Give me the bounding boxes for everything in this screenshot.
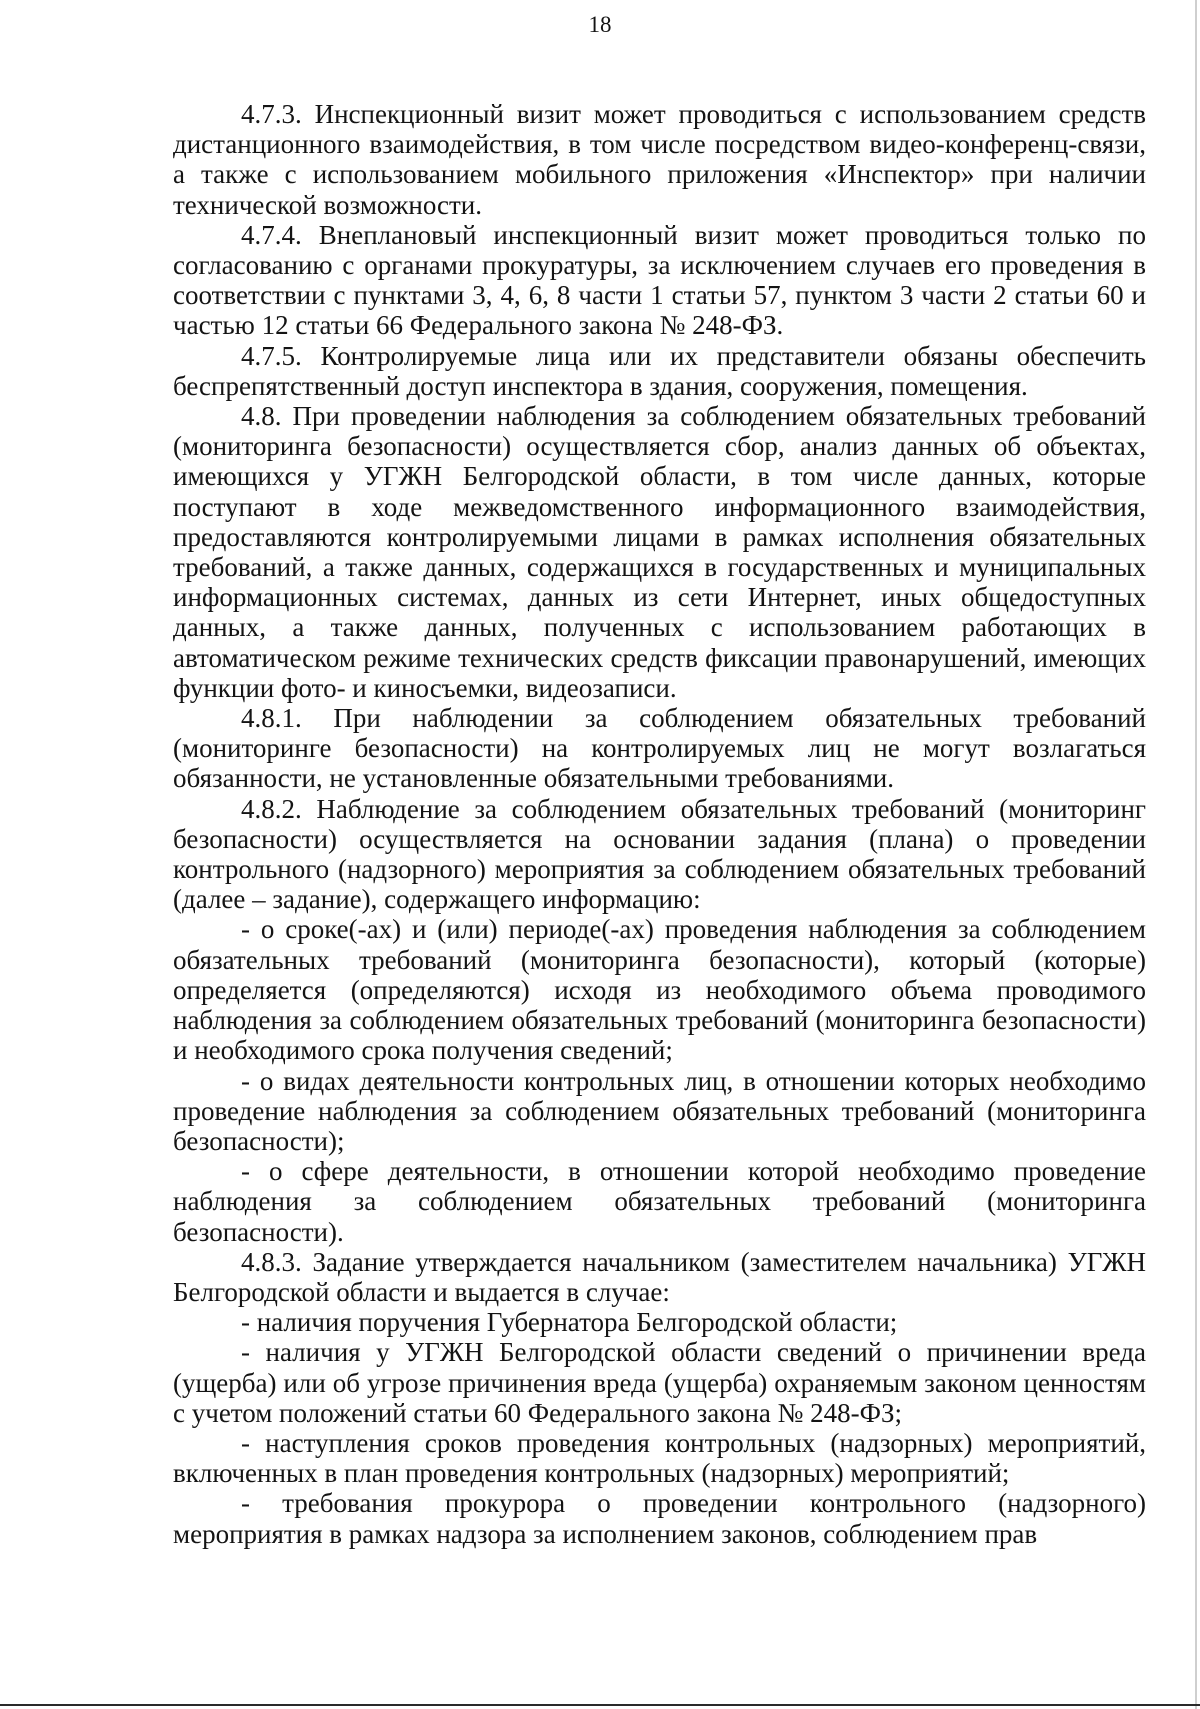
document-body [173, 99, 1146, 1549]
scan-right-edge [1195, 0, 1197, 1709]
paragraph-4-8: 4.8. При проведении наблюдения за соблюдением обязательных требований (мониторинга безопасности) осуществляется сбор, анализ данных об объектах, имеющихся у УГЖН Белгородской области, в том числе данных, которые поступают в ходе межведомственного информационного взаимодействия, предоставляются контролируемыми лицами в рамках исполнения обязательных требований, а также данных, содержащихся в государственных и муниципальных информационных системах, данных из сети Интернет, иных общедоступных данных, а также данных, полученных с использованием работающих в автоматическом режиме технических средств фиксации правонарушений, имеющих функции фото- и киносъемки, видеозаписи. [173, 401, 1146, 703]
paragraph-4-8-1: 4.8.1. При наблюдении за соблюдением обязательных требований (мониторинге безопасности) на контролируемых лиц не могут возлагаться обязанности, не установленные обязательными требованиями. [173, 703, 1146, 794]
list-item-term: - о сроке(-ах) и (или) периоде(-ах) проведения наблюдения за соблюдением обязательных требований (мониторинга безопасности), который (которые) определяется (определяются) исходя из необходимого объема проводимого наблюдения за соблюдением обязательных требований (мониторинга безопасности) и необходимого срока получения сведений; [173, 914, 1146, 1066]
list-item-activity-sphere: - о сфере деятельности, в отношении которой необходимо проведение наблюдения за соблюдением обязательных требований (мониторинга безопасности). [173, 1156, 1146, 1247]
list-item-harm-information: - наличия у УГЖН Белгородской области сведений о причинении вреда (ущерба) или об угрозе причинения вреда (ущерба) охраняемым законом ценностям с учетом положений статьи 60 Федерального закона № 248-ФЗ; [173, 1337, 1146, 1428]
scan-bottom-edge [0, 1704, 1200, 1706]
paragraph-4-7-3: 4.7.3. Инспекционный визит может проводиться с использованием средств дистанционного взаимодействия, в том числе посредством видео-конференц-связи, а также с использованием мобильного приложения «Инспектор» при наличии технической возможности. [173, 99, 1146, 220]
page-number: 18 [588, 12, 612, 37]
list-item-activity-types: - о видах деятельности контрольных лиц, в отношении которых необходимо проведение наблюдения за соблюдением обязательных требований (мониторинга безопасности); [173, 1065, 1146, 1156]
list-item-prosecutor-request: - требования прокурора о проведении контрольного (надзорного) мероприятия в рамках надзора за исполнением законов, соблюдением прав [173, 1488, 1146, 1549]
paragraph-4-8-2: 4.8.2. Наблюдение за соблюдением обязательных требований (мониторинг безопасности) осуществляется на основании задания (плана) о проведении контрольного (надзорного) мероприятия за соблюдением обязательных требований (далее – задание), содержащего информацию: [173, 793, 1146, 915]
paragraph-4-7-4: 4.7.4. Внеплановый инспекционный визит может проводиться только по согласованию с органами прокуратуры, за исключением случаев его проведения в соответствии с пунктами 3, 4, 6, 8 части 1 статьи 57, пунктом 3 части 2 статьи 60 и частью 12 статьи 66 Федерального закона № 248-ФЗ. [173, 219, 1146, 341]
paragraph-4-7-5: 4.7.5. Контролируемые лица или их представители обязаны обеспечить беспрепятственный доступ инспектора в здания, сооружения, помещения. [173, 340, 1146, 401]
list-item-planned-deadlines: - наступления сроков проведения контрольных (надзорных) мероприятий, включенных в план проведения контрольных (надзорных) мероприятий; [173, 1427, 1146, 1489]
list-item-governor-order: - наличия поручения Губернатора Белгородской области; [241, 1307, 898, 1338]
paragraph-4-8-3: 4.8.3. Задание утверждается начальником (заместителем начальника) УГЖН Белгородской области и выдается в случае: [173, 1246, 1146, 1307]
